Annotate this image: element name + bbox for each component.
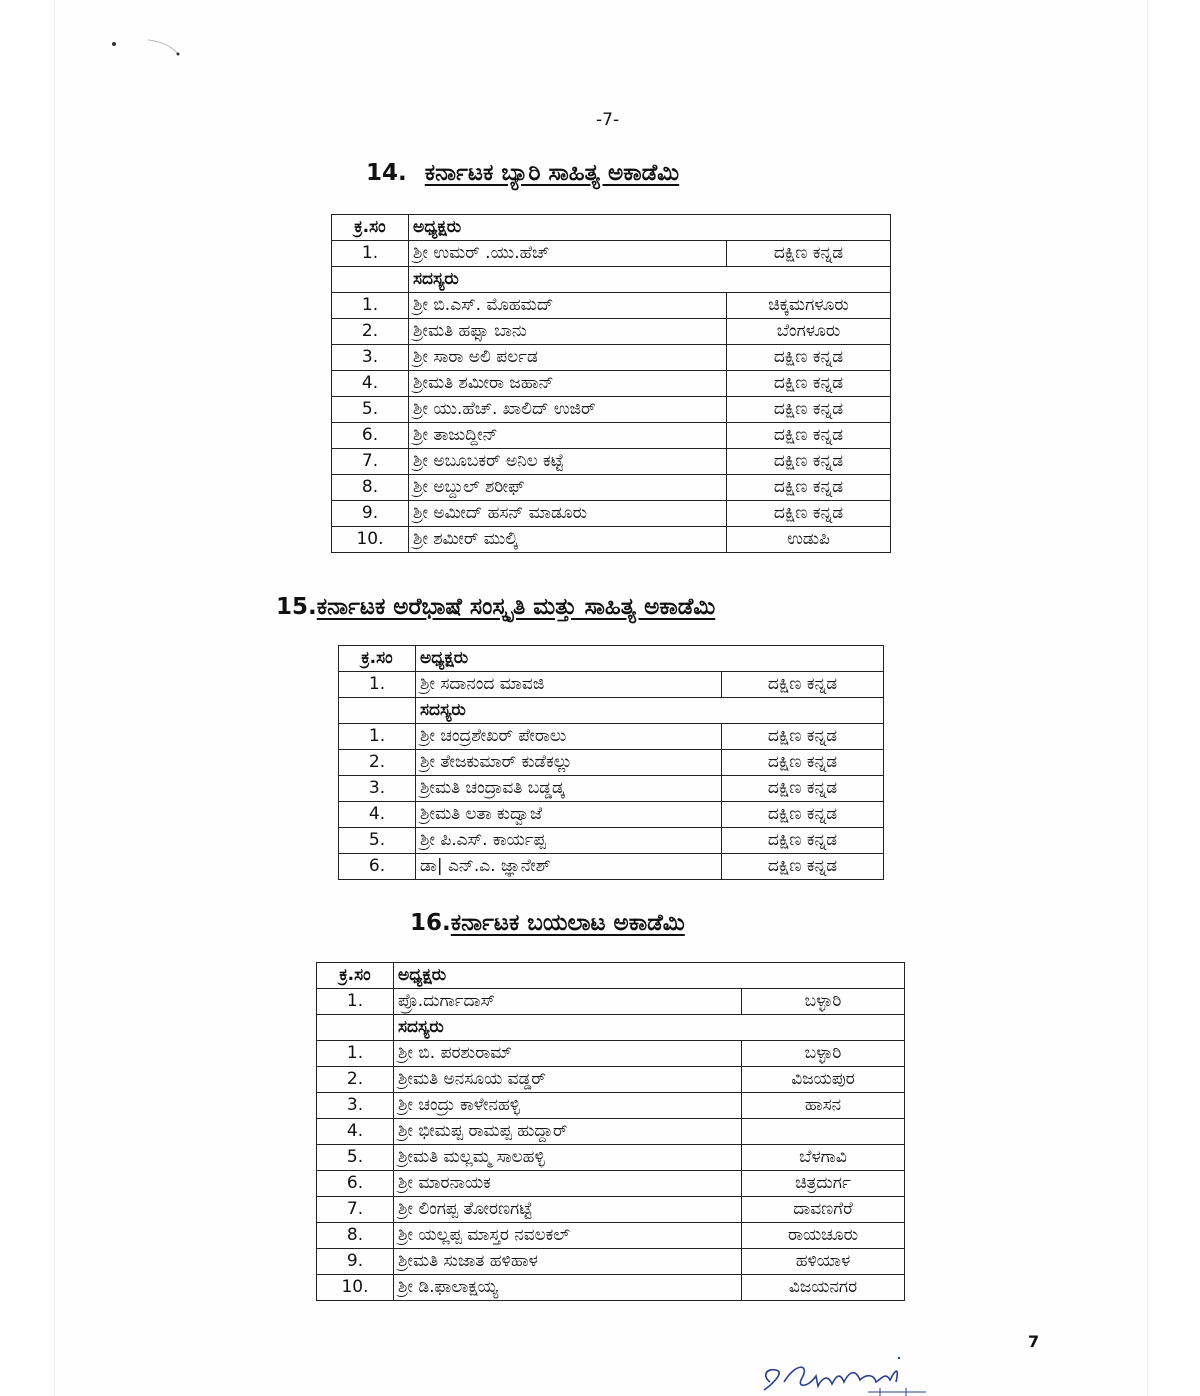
table-row xyxy=(317,1223,905,1249)
member-name: ಶ್ರೀಮತಿ ಹಫ್ಸಾ ಬಾನು xyxy=(409,319,727,345)
table-row xyxy=(332,371,891,397)
member-place: ದಕ್ಷಿಣ ಕನ್ನಡ xyxy=(722,750,884,776)
member-place: ರಾಯಚೂರು xyxy=(742,1223,905,1249)
scan-speck-mark xyxy=(108,36,188,60)
member-name: ಡಾ| ಎನ್.ಎ. ಜ್ಞಾನೇಶ್ xyxy=(416,854,722,880)
section-14-heading xyxy=(366,160,679,186)
section-title: ಕರ್ನಾಟಕ ಬಯಲಾಟ ಅಕಾಡೆಮಿ xyxy=(450,910,685,936)
member-place: ದಕ್ಷಿಣ ಕನ್ನಡ xyxy=(722,802,884,828)
row-number: 1. xyxy=(317,1041,394,1067)
row-number: 10. xyxy=(332,527,409,553)
member-place: ದಾವಣಗೆರೆ xyxy=(742,1197,905,1223)
row-number: 4. xyxy=(317,1119,394,1145)
members-list xyxy=(332,293,891,553)
row-number: 3. xyxy=(332,345,409,371)
member-name: ಶ್ರೀ ಡಿ.ಫಾಲಾಕ್ಷಯ್ಯ xyxy=(394,1275,742,1301)
member-name: ಶ್ರೀಮತಿ ಚಂದ್ರಾವತಿ ಬಡ್ಡಡ್ಕ xyxy=(416,776,722,802)
member-place xyxy=(742,1119,905,1145)
member-place: ದಕ್ಷಿಣ ಕನ್ನಡ xyxy=(727,449,891,475)
row-number: 1. xyxy=(339,672,416,698)
member-name: ಶ್ರೀ ಯಲ್ಲಪ್ಪ ಮಾಸ್ತರ ನವಲಕಲ್ xyxy=(394,1223,742,1249)
table-row xyxy=(332,423,891,449)
member-name: ಶ್ರೀ ಶಮೀರ್ ಮುಲ್ಕಿ xyxy=(409,527,727,553)
section-15-table xyxy=(338,645,884,880)
page-number-bottom: 7 xyxy=(1028,1332,1040,1351)
table-row xyxy=(339,828,884,854)
row-number: 8. xyxy=(332,475,409,501)
member-name: ಶ್ರೀ ಬಿ.ಎಸ್. ಮೊಹಮದ್ xyxy=(409,293,727,319)
table-header-row xyxy=(317,963,905,989)
member-place: ದಕ್ಷಿಣ ಕನ್ನಡ xyxy=(727,345,891,371)
member-place: ದಕ್ಷಿಣ ಕನ್ನಡ xyxy=(722,828,884,854)
section-15-heading xyxy=(276,594,715,620)
row-number: 5. xyxy=(339,828,416,854)
member-place: ದಕ್ಷಿಣ ಕನ್ನಡ xyxy=(727,501,891,527)
row-number: 2. xyxy=(339,750,416,776)
serial-header: ಕ್ರ.ಸಂ xyxy=(332,215,409,241)
row-number: 7. xyxy=(332,449,409,475)
page-number-top: -7- xyxy=(596,110,620,130)
table-row xyxy=(317,1171,905,1197)
section-16-table xyxy=(316,962,905,1301)
member-name: ಶ್ರೀ ಪಿ.ಎಸ್. ಕಾರ್ಯಪ್ಪ xyxy=(416,828,722,854)
member-place: ದಕ್ಷಿಣ ಕನ್ನಡ xyxy=(727,475,891,501)
row-number: 6. xyxy=(317,1171,394,1197)
section-number: 16. xyxy=(410,910,451,936)
member-place: ದಕ್ಷಿಣ ಕನ್ನಡ xyxy=(727,241,891,267)
section-number: 14. xyxy=(366,160,407,186)
section-title: ಕರ್ನಾಟಕ ಬ್ಯಾರಿ ಸಾಹಿತ್ಯ ಅಕಾಡೆಮಿ xyxy=(424,160,680,186)
member-name: ಶ್ರೀ ಬಿ. ಪರಶುರಾಮ್ xyxy=(394,1041,742,1067)
table-row xyxy=(332,449,891,475)
member-name: ಶ್ರೀಮತಿ ಲತಾ ಕುದ್ವಾಜೆ xyxy=(416,802,722,828)
table-row xyxy=(339,672,884,698)
member-name: ಶ್ರೀಮತಿ ಸುಜಾತ ಹಳಿಹಾಳ xyxy=(394,1249,742,1275)
table-row xyxy=(332,293,891,319)
member-name: ಶ್ರೀ ಮಾರನಾಯಕ xyxy=(394,1171,742,1197)
row-number: 3. xyxy=(317,1093,394,1119)
members-label-row xyxy=(317,1015,905,1041)
row-number: 5. xyxy=(317,1145,394,1171)
member-place: ವಿಜಯನಗರ xyxy=(742,1275,905,1301)
table-row xyxy=(317,1249,905,1275)
table-row xyxy=(332,501,891,527)
member-name: ಶ್ರೀಮತಿ ಶಮೀರಾ ಜಹಾನ್ xyxy=(409,371,727,397)
member-place: ದಕ್ಷಿಣ ಕನ್ನಡ xyxy=(727,371,891,397)
table-row xyxy=(317,1275,905,1301)
member-name: ಶ್ರೀ ಯು.ಹೆಚ್. ಖಾಲಿದ್ ಉಜಿರ್ xyxy=(409,397,727,423)
serial-header: ಕ್ರ.ಸಂ xyxy=(317,963,394,989)
row-number: 7. xyxy=(317,1197,394,1223)
member-place: ದಕ್ಷಿಣ ಕನ್ನಡ xyxy=(722,854,884,880)
row-number: 10. xyxy=(317,1275,394,1301)
table-row xyxy=(317,989,905,1015)
member-place: ಬಳ್ಳಾರಿ xyxy=(742,1041,905,1067)
row-number: 2. xyxy=(317,1067,394,1093)
member-place: ಚಿತ್ರದುರ್ಗ xyxy=(742,1171,905,1197)
member-place: ದಕ್ಷಿಣ ಕನ್ನಡ xyxy=(722,776,884,802)
row-number: 5. xyxy=(332,397,409,423)
section-title: ಕರ್ನಾಟಕ ಅರೆಭಾಷೆ ಸಂಸ್ಕೃತಿ ಮತ್ತು ಸಾಹಿತ್ಯ ಅಕಾಡೆಮಿ xyxy=(316,594,716,620)
member-place: ದಕ್ಷಿಣ ಕನ್ನಡ xyxy=(722,724,884,750)
table-row xyxy=(332,475,891,501)
members-label: ಸದಸ್ಯರು xyxy=(416,698,884,724)
member-name: ಶ್ರೀ ಉಮರ್ .ಯು.ಹೆಚ್ xyxy=(409,241,727,267)
member-name: ಪ್ರೊ.ದುರ್ಗಾದಾಸ್ xyxy=(394,989,742,1015)
member-name: ಶ್ರೀಮತಿ ಅನಸೂಯ ವಡ್ಡರ್ xyxy=(394,1067,742,1093)
member-place: ಹಳಿಯಾಳ xyxy=(742,1249,905,1275)
table-row xyxy=(339,776,884,802)
section-14-table xyxy=(331,214,891,553)
signature-image xyxy=(756,1352,956,1396)
row-number: 1. xyxy=(317,989,394,1015)
table-header-row xyxy=(339,646,884,672)
row-number: 6. xyxy=(339,854,416,880)
member-place: ಬಳ್ಳಾರಿ xyxy=(742,989,905,1015)
member-name: ಶ್ರೀ ಅಬ್ದುಲ್ ಶರೀಫ್ xyxy=(409,475,727,501)
member-place: ಹಾಸನ xyxy=(742,1093,905,1119)
row-number: 2. xyxy=(332,319,409,345)
member-name: ಶ್ರೀ ಲಿಂಗಪ್ಪ ತೋರಣಗಟ್ಟೆ xyxy=(394,1197,742,1223)
table-header-row xyxy=(332,215,891,241)
member-place: ದಕ್ಷಿಣ ಕನ್ನಡ xyxy=(727,423,891,449)
members-label: ಸದಸ್ಯರು xyxy=(394,1015,905,1041)
members-list xyxy=(339,724,884,880)
member-place: ದಕ್ಷಿಣ ಕನ್ನಡ xyxy=(722,672,884,698)
row-number: 6. xyxy=(332,423,409,449)
row-number: 4. xyxy=(339,802,416,828)
member-place: ಉಡುಪಿ xyxy=(727,527,891,553)
table-row xyxy=(317,1197,905,1223)
member-name: ಶ್ರೀಮತಿ ಮಲ್ಲಮ್ಮ ಸಾಲಹಳ್ಳಿ xyxy=(394,1145,742,1171)
member-name: ಶ್ರೀ ಅಮೀದ್ ಹಸನ್ ಮಾಡೂರು xyxy=(409,501,727,527)
table-row xyxy=(317,1119,905,1145)
table-row xyxy=(332,397,891,423)
member-place: ಚಿಕ್ಕಮಗಳೂರು xyxy=(727,293,891,319)
section-number: 15. xyxy=(276,594,317,620)
table-row xyxy=(339,724,884,750)
member-name: ಶ್ರೀ ಚಂದ್ರಶೇಖರ್ ಪೇರಾಲು xyxy=(416,724,722,750)
row-number: 3. xyxy=(339,776,416,802)
member-name: ಶ್ರೀ ಅಬೂಬಕರ್ ಅನಿಲ ಕಟ್ಟೆ xyxy=(409,449,727,475)
table-row xyxy=(317,1067,905,1093)
table-row xyxy=(339,750,884,776)
table-row xyxy=(332,241,891,267)
member-name: ಶ್ರೀ ತಾಜುದ್ದೀನ್ xyxy=(409,423,727,449)
serial-header: ಕ್ರ.ಸಂ xyxy=(339,646,416,672)
president-label: ಅಧ್ಯಕ್ಷರು xyxy=(416,646,884,672)
table-row xyxy=(332,345,891,371)
row-number: 1. xyxy=(339,724,416,750)
president-label: ಅಧ್ಯಕ್ಷರು xyxy=(394,963,905,989)
empty-cell xyxy=(332,267,409,293)
member-name: ಶ್ರೀ ಸಾರಾ ಅಲಿ ಪರ್ಲಡ xyxy=(409,345,727,371)
member-place: ಬೆಂಗಳೂರು xyxy=(727,319,891,345)
table-row xyxy=(339,802,884,828)
member-place: ದಕ್ಷಿಣ ಕನ್ನಡ xyxy=(727,397,891,423)
empty-cell xyxy=(339,698,416,724)
member-name: ಶ್ರೀ ತೇಜಕುಮಾರ್ ಕುಡೆಕಲ್ಲು xyxy=(416,750,722,776)
section-16-heading xyxy=(410,910,685,936)
table-row xyxy=(317,1041,905,1067)
table-row xyxy=(317,1145,905,1171)
empty-cell xyxy=(317,1015,394,1041)
members-label: ಸದಸ್ಯರು xyxy=(409,267,891,293)
row-number: 9. xyxy=(332,501,409,527)
table-row xyxy=(317,1093,905,1119)
row-number: 1. xyxy=(332,293,409,319)
member-name: ಶ್ರೀ ಚಂದ್ರು ಕಾಳೇನಹಳ್ಳಿ xyxy=(394,1093,742,1119)
members-label-row xyxy=(332,267,891,293)
member-place: ಬೆಳಗಾವಿ xyxy=(742,1145,905,1171)
table-row xyxy=(332,527,891,553)
row-number: 8. xyxy=(317,1223,394,1249)
member-name: ಶ್ರೀ ಭೀಮಪ್ಪ ರಾಮಪ್ಪ ಹುದ್ದಾರ್ xyxy=(394,1119,742,1145)
table-row xyxy=(339,854,884,880)
row-number: 4. xyxy=(332,371,409,397)
president-label: ಅಧ್ಯಕ್ಷರು xyxy=(409,215,891,241)
member-name: ಶ್ರೀ ಸದಾನಂದ ಮಾವಜಿ xyxy=(416,672,722,698)
members-list xyxy=(317,1041,905,1301)
table-row xyxy=(332,319,891,345)
member-place: ವಿಜಯಪುರ xyxy=(742,1067,905,1093)
row-number: 9. xyxy=(317,1249,394,1275)
row-number: 1. xyxy=(332,241,409,267)
members-label-row xyxy=(339,698,884,724)
